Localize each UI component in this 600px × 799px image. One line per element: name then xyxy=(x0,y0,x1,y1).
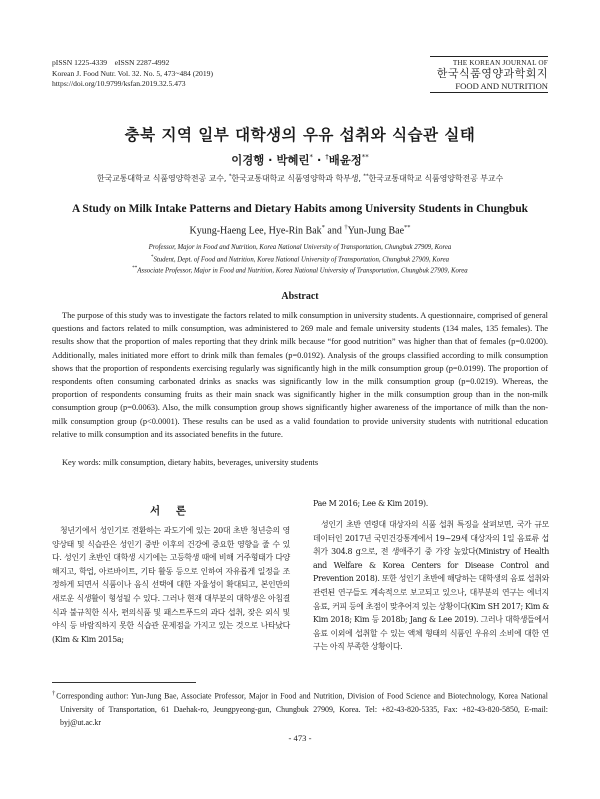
issn: pISSN 1225-4339 eISSN 2287-4992 xyxy=(52,58,170,67)
author-conjunction: and xyxy=(324,225,345,237)
author-mark: * xyxy=(321,224,325,231)
affiliation-text: Associate Professor, Major in Food and Nutrition, Korea National University of Transportation, Chungbuk 27909, Korea xyxy=(137,267,468,275)
journal-subtitle: FOOD AND NUTRITION xyxy=(430,81,548,93)
corresponding-author-footnote xyxy=(52,687,548,729)
author-names: Kyung-Haeng Lee, Hye-Rin Bak xyxy=(189,225,322,237)
journal-title-ko: 한국식품영양과학회지 xyxy=(436,68,548,80)
affiliation-part: 한국교통대학교 식품영양학과 학부생, xyxy=(231,174,364,183)
affiliation-en-3 xyxy=(0,266,600,274)
body-text-right-continuation: Pae M 2016; Lee & Kim 2019). xyxy=(313,499,428,508)
footnote-rule xyxy=(52,682,196,683)
affiliation-text: Student, Dept. of Food and Nutrition, Korea National University of Transportation, Chungbuk 27909, Korea xyxy=(153,256,450,264)
affiliation-mark: * xyxy=(150,255,154,260)
author-mark: * xyxy=(309,153,313,162)
author-list-en xyxy=(0,224,600,236)
masthead-rule xyxy=(430,56,548,57)
citation-block xyxy=(52,58,213,90)
citation: Korean J. Food Nutr. Vol. 32. No. 5, 473~484 (2019) xyxy=(52,68,213,78)
journal-masthead xyxy=(430,56,548,93)
paper-title-ko: 충북 지역 일부 대학생의 우유 섭취와 식습관 실태 xyxy=(124,126,476,144)
abstract-heading: Abstract xyxy=(281,291,319,302)
corresponding-mark: † xyxy=(344,224,348,231)
footnote-mark: † xyxy=(52,690,57,697)
corresponding-mark: † xyxy=(325,153,329,162)
affiliation-part: 한국교통대학교 식품영양학전공 부교수 xyxy=(368,174,504,183)
affiliation-mark: * xyxy=(228,173,232,180)
affiliation-en-1: Professor, Major in Food and Nutrition, Korea National University of Transportation, Chungbuk 27909, Korea xyxy=(148,244,452,251)
author-separator: · xyxy=(313,153,326,167)
author-separator: · xyxy=(264,153,277,167)
author-mark: ** xyxy=(361,153,369,162)
journal-title-en: THE KOREAN JOURNAL OF xyxy=(452,59,548,67)
body-text-left-column: 청년기에서 성인기로 전환하는 과도기에 있는 20대 초반 청년층의 영양상태 및 식습관은 성인기 중반 이후의 건강에 중요한 영향을 줄 수 있다. 성인기 초반인 대학생 시기에는 고등학생 때에 비해 거주형태가 다양해지고, 학업, 아르바이트, 기타 활동 등으로 인하여 자유롭게 일정을 조정하게 되면서 식품이나 음식 선택에 대한 자율성이 확대되고, 본인만의 새로운 식생활이 형성될 수 있다. 그러나 현재 대부분의 대학생은 아침결식과 불규칙한 식사, 편의식품 및 패스트푸드의 과다 섭취, 잦은 외식 및 야식 등 바람직하지 못한 식습관 문제점을 가지고 있는 것으로 나타났다(Kim & Kim 2015a; xyxy=(52,526,290,644)
affiliation-part: 한국교통대학교 식품영양학전공 교수, xyxy=(96,174,229,183)
author-name: Yun-Jung Bae xyxy=(347,225,405,237)
page-number-area xyxy=(0,733,600,743)
doi-link[interactable]: https://doi.org/10.9799/ksfan.2019.32.5.473 xyxy=(52,79,186,89)
abstract-body: The purpose of this study was to investigate the factors related to milk consumption in university students. A questionnaire, comprised of general questions and factors related to milk consumption, was administered to 269 male and female university students (134 males, 135 females). The results show that the proportion of males reporting that they drink milk because “for good nutrition” was higher than that of females (p=0.0200). Additionally, males initiated more effort to drink milk than females (p=0.0192). Analysis of the groups classified according to milk consumption shows that the proportion of respondents exercising regularly was significantly high in the milk consumption group (p=0.0199). The proportion of respondents often consuming carbonated drinks as snacks was significantly low in the milk consumption group (p=0.0219). Whereas, the proportion of respondents consuming fruits as their main snack was significantly higher in the milk consumption group than in the non-milk consumption group (p=0.0063). Also, the milk consumption group shows significantly higher awareness of the importance of milk than the non-milk consumption group (p<0.0001). These results can be used as a valid foundation to provide university students with nutritional education relative to milk consumption and its associated benefits in the future. xyxy=(52,311,548,439)
page-number: - 473 - xyxy=(288,733,312,743)
author-name: 박혜린 xyxy=(276,153,310,167)
author-list-ko xyxy=(0,152,600,168)
author-name: 배윤정 xyxy=(328,153,362,167)
affiliation-en-2 xyxy=(0,255,600,263)
keywords: Key words: milk consumption, dietary habits, beverages, university students xyxy=(62,458,319,467)
author-name: 이경행 xyxy=(231,153,265,167)
affiliation-ko xyxy=(0,173,600,184)
affiliation-mark: ** xyxy=(363,173,369,180)
body-text-right-column: 성인기 초반 연령대 대상자의 식품 섭취 특징을 살펴보면, 국가 규모 데이터인 2017년 국민건강통계에서 19~29세 대상자의 1일 음료류 섭취가 304.8 g으로, 전 생애주기 중 가장 높았다(Ministry of Health and Welfare & Korea Centers for Disease Control and Prevention 2018). 또한 성인기 초반에 해당하는 대학생의 음료 섭취와 관련된 연구들도 계속적으로 보고되고 있으나, 대부분의 연구는 에너지 음료, 커피 등에 초점이 맞추어져 있는 상황이다(Kim SH 2017; Kim & Kim 2018; Kim 등 2018b; Jang & Lee 2019). 그러나 대학생들에서 음료 이외에 섭취할 수 있는 액체 형태의 식품인 우유의 소비에 대한 연구는 아직 부족한 상황이다. xyxy=(313,520,549,652)
author-mark: ** xyxy=(404,224,411,231)
affiliation-mark: ** xyxy=(132,266,138,271)
paper-title-en: A Study on Milk Intake Patterns and Dietary Habits among University Students in Chungbuk xyxy=(71,203,529,215)
footnote-text: Corresponding author: Yun-Jung Bae, Associate Professor, Major in Food and Nutrition, Division of Food Science and Biotechnology, Korea National University of Transportation, 61 Daehak-ro, Jeungpyeong-gun, Chungbuk 27909, Korea. Tel: +82-43-820-5335, Fax: +82-43-820-5850, E-mail: byj@ut.ac.kr xyxy=(56,691,548,727)
section-heading: 서 론 xyxy=(150,505,192,517)
